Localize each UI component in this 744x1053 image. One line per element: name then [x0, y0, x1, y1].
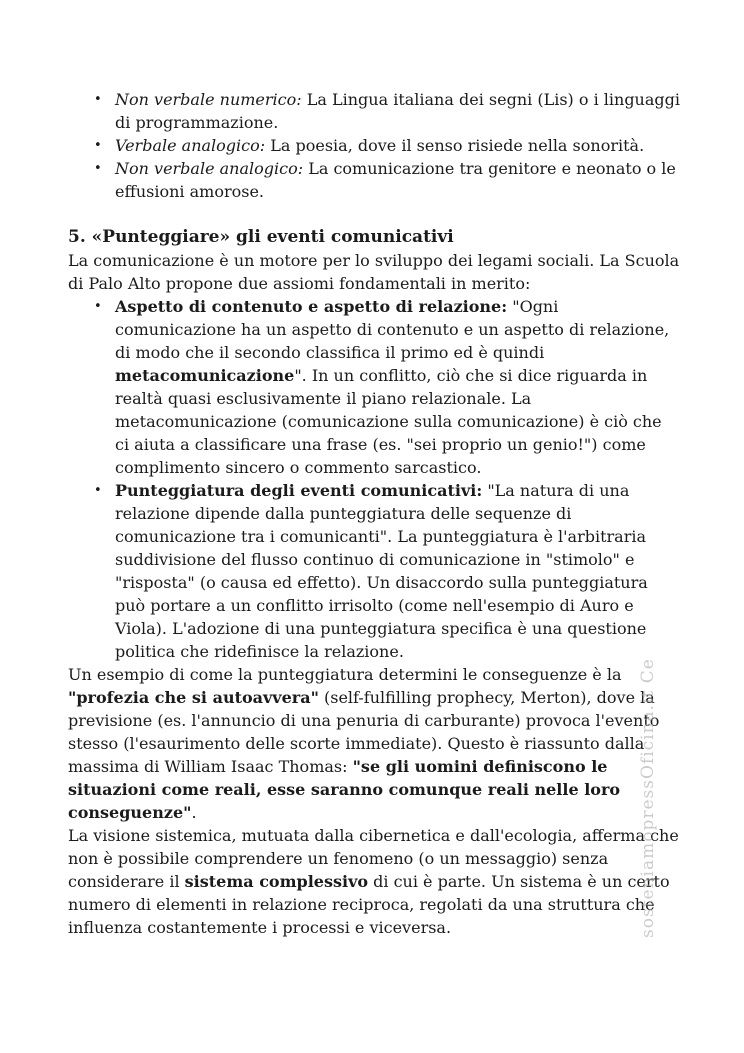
list-item: [68, 134, 680, 157]
section-heading: 5. «Punteggiare» gli eventi comunicativi: [68, 227, 454, 247]
prophecy-paragraph: Un esempio di come la punteggiatura determini le conseguenze è la "profezia che si autoavvera" (self-fulfilling prophecy, Merton), dove la previsione (es. l'annuncio di una penuria di carburante) provoca l'evento stesso (l'esaurimento delle scorte immediate). Questo è riassunto dalla massima di William Isaac Thomas: "se gli uomini definiscono le situazioni come reali, esse saranno comunque reali nelle loro conseguenze".: [68, 665, 660, 822]
bullet-dot-icon: •: [94, 161, 102, 176]
list-item-text: Non verbale numerico: La Lingua italiana dei segni (Lis) o i linguaggi di programmazione.: [115, 90, 680, 132]
intro-paragraph: La comunicazione è un motore per lo sviluppo dei legami sociali. La Scuola di Palo Alto propone due assiomi fondamentali in merito:: [68, 251, 680, 293]
bullet-dot-icon: •: [94, 483, 102, 498]
list-item-text: Punteggiatura degli eventi comunicativi: "La natura di una relazione dipende dalla punteggiatura delle sequenze di comunicazione tra i comunicanti". La punteggiatura è l'arbitraria suddivisione del flusso continuo di comunicazione in "stimolo" e "risposta" (o causa ed effetto). Un disaccordo sulla punteggiatura può portare a un conflitto irrisolto (come nell'esempio di Auro e Viola). L'adozione di una punteggiatura specifica è una questione politica che ridefinisce la relazione.: [115, 481, 648, 661]
watermark-text: sosteniamopressOficina.it Ce: [638, 658, 658, 938]
communication-types-list: [68, 88, 680, 203]
bullet-dot-icon: •: [94, 92, 102, 107]
axioms-list: [68, 295, 680, 663]
bullet-dot-icon: •: [94, 299, 102, 314]
list-item: [68, 157, 680, 203]
list-item-text: Verbale analogico: La poesia, dove il senso risiede nella sonorità.: [115, 136, 645, 155]
systemic-view-paragraph: La visione sistemica, mutuata dalla cibernetica e dall'ecologia, afferma che non è possibile comprendere un fenomeno (o un messaggio) senza considerare il sistema complessivo di cui è parte. Un sistema è un certo numero di elementi in relazione reciproca, regolati da una struttura che influenza costantemente i processi e viceversa.: [68, 826, 679, 937]
list-item: [68, 295, 680, 479]
list-item-text: Aspetto di contenuto e aspetto di relazione: "Ogni comunicazione ha un aspetto di contenuto e un aspetto di relazione, di modo che il secondo classifica il primo ed è quindi metacomunicazione". In un conflitto, ciò che si dice riguarda in realtà quasi esclusivamente il piano relazionale. La metacomunicazione (comunicazione sulla comunicazione) è ciò che ci aiuta a classificare una frase (es. "sei proprio un genio!") come complimento sincero o commento sarcastico.: [115, 297, 670, 477]
list-item: [68, 479, 680, 663]
list-item-text: Non verbale analogico: La comunicazione tra genitore e neonato o le effusioni amorose.: [115, 159, 676, 201]
list-item: [68, 88, 680, 134]
bullet-dot-icon: •: [94, 138, 102, 153]
document-body: [68, 88, 680, 939]
